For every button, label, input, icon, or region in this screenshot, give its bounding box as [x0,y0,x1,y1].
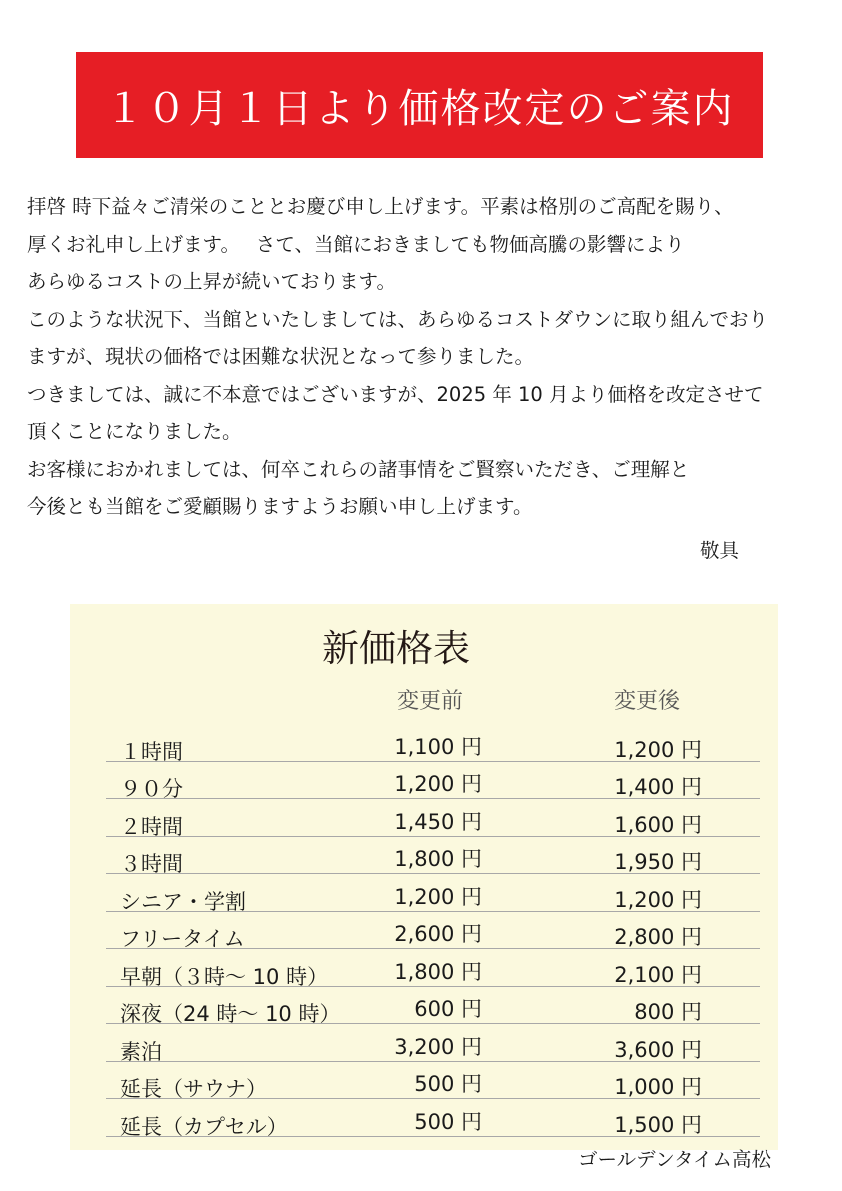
letter-line: 厚くお礼申し上げます。 さて、当館におきましても物価高騰の影響により [27,232,685,256]
price-row [106,949,760,987]
price-after: 1,000 円 [614,1075,702,1099]
price-after: 2,800 円 [614,925,702,949]
price-row [106,874,760,912]
letter-line: このような状況下、当館といたしましては、あらゆるコストダウンに取り組んでおり [27,307,769,331]
column-header-after: 変更後 [614,689,681,714]
page-title: １０月１日より価格改定のご案内 [104,85,735,132]
price-after: 3,600 円 [614,1037,702,1062]
price-row [106,987,760,1025]
price-after: 1,400 円 [614,775,702,799]
letter-line: 拝啓 時下益々ご清栄のこととお慶び申し上げます。平素は格別のご高配を賜り、 [27,195,734,218]
letter-line: あらゆるコストの上昇が続いております。 [27,270,396,293]
price-before: 1,100 円 [394,734,482,759]
price-after: 1,500 円 [614,1112,702,1137]
plan-label: 延長（サウナ） [120,1077,267,1101]
plan-label: 素泊 [120,1039,162,1064]
price-row [106,762,760,800]
price-rows [106,724,760,1137]
price-row [106,1099,760,1137]
letter-line: ますが、現状の価格では困難な状況となって参りました。 [27,345,535,368]
title-banner [76,52,763,158]
price-after: 800 円 [634,1000,702,1024]
plan-label: 延長（カプセル） [120,1114,288,1139]
price-row [106,724,760,762]
plan-label: １時間 [120,739,183,764]
plan-label: 深夜（24 時～ 10 時） [120,1002,341,1026]
price-after: 1,600 円 [614,812,702,837]
price-before: 1,800 円 [394,847,482,871]
price-before: 600 円 [414,997,482,1021]
price-after: 2,100 円 [614,962,702,987]
price-row [106,1062,760,1100]
letter-line: お客様におかれましては、何卒これらの諸事情をご賢察いただき、ご理解と [27,457,690,481]
price-before: 500 円 [414,1109,482,1134]
letter-line: 今後とも当館をご愛顧賜りますようお願い申し上げます。 [27,495,533,518]
price-before: 1,800 円 [394,959,482,984]
plan-label: 早朝（３時～ 10 時） [120,964,329,989]
shop-name: ゴールデンタイム高松 [578,1148,772,1171]
price-before: 1,200 円 [394,772,482,796]
plan-label: ３時間 [120,852,183,876]
greeting-letter [27,188,827,526]
price-before: 1,450 円 [394,809,482,834]
plan-label: シニア・学割 [120,889,246,914]
price-table-title: 新価格表 [322,627,470,670]
plan-label: フリータイム [120,927,245,951]
letter-line: 頂くことになりました。 [27,420,242,443]
price-after: 1,200 円 [614,737,702,762]
column-header-before: 変更前 [397,689,464,714]
price-after: 1,950 円 [614,850,702,874]
price-before: 2,600 円 [394,922,482,946]
letter-closing: 敬具 [700,539,740,562]
price-table-panel [70,604,778,1150]
price-row [106,799,760,837]
plan-label: ２時間 [120,814,183,839]
price-row [106,837,760,875]
plan-label: ９０分 [120,777,183,801]
price-before: 3,200 円 [394,1034,482,1059]
price-row [106,912,760,950]
price-before: 1,200 円 [394,884,482,909]
letter-line: つきましては、誠に不本意ではございますが、2025 年 10 月より価格を改定させて [27,382,764,406]
price-row [106,1024,760,1062]
price-after: 1,200 円 [614,887,702,912]
price-before: 500 円 [414,1072,482,1096]
